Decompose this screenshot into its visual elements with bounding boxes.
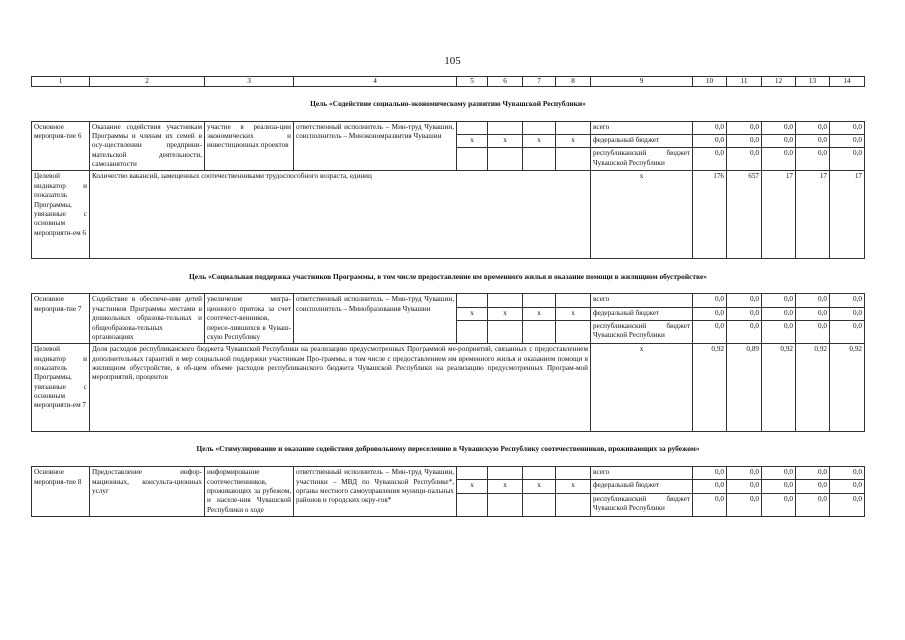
x-mark: x bbox=[488, 134, 523, 147]
value-cell: 0,0 bbox=[762, 148, 796, 171]
value-cell: 0,0 bbox=[762, 480, 796, 493]
measure-name: Предоставление инфор-мационных, консульта-ционных услуг bbox=[90, 467, 205, 517]
funding-source: республиканский бюджет Чувашской Республики bbox=[591, 493, 693, 516]
goal-row bbox=[32, 259, 865, 294]
column-number: 2 bbox=[90, 77, 205, 87]
indicator-value: 657 bbox=[727, 171, 762, 259]
indicator-value: 0,92 bbox=[830, 344, 865, 432]
column-numbers-row bbox=[32, 77, 865, 87]
measure-row bbox=[32, 467, 865, 480]
value-cell: 0,0 bbox=[830, 480, 865, 493]
measure-label: Основное мероприя-тие 6 bbox=[32, 121, 90, 171]
goal-row bbox=[32, 86, 865, 121]
value-cell: 0,0 bbox=[796, 307, 830, 320]
value-cell: 0,0 bbox=[762, 493, 796, 516]
value-cell: 0,0 bbox=[693, 467, 727, 480]
column-number: 4 bbox=[294, 77, 457, 87]
measure-label: Основное мероприя-тие 8 bbox=[32, 467, 90, 517]
value-cell: 0,0 bbox=[830, 320, 865, 343]
x-mark: x bbox=[488, 307, 523, 320]
column-number: 5 bbox=[457, 77, 488, 87]
column-number: 1 bbox=[32, 77, 90, 87]
column-number: 9 bbox=[591, 77, 693, 87]
goal-heading: Цель «Стимулирование и оказание содействия добровольному переселению в Чувашскую Республику соотечественников, проживающих за рубежом» bbox=[32, 432, 865, 467]
indicator-value: 0,89 bbox=[727, 344, 762, 432]
measure-row bbox=[32, 294, 865, 307]
indicator-value: 17 bbox=[762, 171, 796, 259]
funding-source: республиканский бюджет Чувашской Республики bbox=[591, 320, 693, 343]
measure-executor: ответственный исполнитель – Мин-труд Чувашии, соисполнитель – Минобразования Чувашии bbox=[294, 294, 457, 344]
value-cell: 0,0 bbox=[762, 320, 796, 343]
indicator-row bbox=[32, 171, 865, 259]
x-mark: x bbox=[556, 134, 591, 147]
goal-row bbox=[32, 432, 865, 467]
value-cell: 0,0 bbox=[762, 294, 796, 307]
indicator-value: 0,92 bbox=[693, 344, 727, 432]
x-mark: x bbox=[457, 134, 488, 147]
value-cell: 0,0 bbox=[796, 493, 830, 516]
value-cell: 0,0 bbox=[693, 121, 727, 134]
value-cell: 0,0 bbox=[727, 294, 762, 307]
value-cell: 0,0 bbox=[796, 148, 830, 171]
value-cell: 0,0 bbox=[693, 320, 727, 343]
value-cell: 0,0 bbox=[727, 467, 762, 480]
x-mark: x bbox=[591, 344, 693, 432]
indicator-value: 0,92 bbox=[796, 344, 830, 432]
value-cell: 0,0 bbox=[693, 134, 727, 147]
goal-heading: Цель «Социальная поддержка участников Программы, в том числе предоставление им временного жилья и оказание помощи в жилищном обустройстве» bbox=[32, 259, 865, 294]
measure-executor: ответственный исполнитель – Мин-труд Чувашии, соисполнитель – Минэкономразвития Чувашии bbox=[294, 121, 457, 171]
measure-result: участие в реализа-ции экономических и инвестиционных проектов bbox=[205, 121, 294, 171]
value-cell: 0,0 bbox=[727, 307, 762, 320]
value-cell: 0,0 bbox=[796, 480, 830, 493]
value-cell: 0,0 bbox=[762, 134, 796, 147]
x-mark: x bbox=[457, 307, 488, 320]
value-cell: 0,0 bbox=[830, 467, 865, 480]
measure-name: Содействие в обеспече-нии детей участников Программы местами в дошкольных образова-тельных и общеобразова-тельных организациях bbox=[90, 294, 205, 344]
value-cell: 0,0 bbox=[693, 148, 727, 171]
value-cell: 0,0 bbox=[796, 121, 830, 134]
program-table bbox=[31, 76, 865, 517]
value-cell: 0,0 bbox=[830, 307, 865, 320]
measure-label: Основное мероприя-тие 7 bbox=[32, 294, 90, 344]
value-cell: 0,0 bbox=[830, 493, 865, 516]
column-number: 11 bbox=[727, 77, 762, 87]
value-cell: 0,0 bbox=[830, 121, 865, 134]
value-cell: 0,0 bbox=[727, 493, 762, 516]
x-mark: x bbox=[523, 480, 556, 493]
x-mark: x bbox=[488, 480, 523, 493]
x-mark: x bbox=[556, 307, 591, 320]
x-mark: x bbox=[457, 480, 488, 493]
value-cell: 0,0 bbox=[796, 134, 830, 147]
indicator-text: Количество вакансий, замещенных соотечественниками трудоспособного возраста, единиц bbox=[90, 171, 591, 259]
page-number: 105 bbox=[444, 55, 461, 67]
value-cell: 0,0 bbox=[830, 134, 865, 147]
funding-source: всего bbox=[591, 121, 693, 134]
column-number: 6 bbox=[488, 77, 523, 87]
indicator-value: 176 bbox=[693, 171, 727, 259]
value-cell: 0,0 bbox=[727, 148, 762, 171]
funding-source: республиканский бюджет Чувашской Республики bbox=[591, 148, 693, 171]
measure-result: увеличение мигра-ционного притока за счет соотечест-венников, пересе-лившихся в Чуваш-скую Республику bbox=[205, 294, 294, 344]
goal-heading: Цель «Содействие социально-экономическому развитию Чувашской Республики» bbox=[32, 86, 865, 121]
funding-source: всего bbox=[591, 294, 693, 307]
funding-source: федеральный бюджет bbox=[591, 480, 693, 493]
indicator-label: Целевой индикатор и показатель Программы, увязанные с основным мероприяти-ем 7 bbox=[32, 344, 90, 432]
value-cell: 0,0 bbox=[830, 148, 865, 171]
column-number: 10 bbox=[693, 77, 727, 87]
column-number: 12 bbox=[762, 77, 796, 87]
value-cell: 0,0 bbox=[727, 480, 762, 493]
x-mark: x bbox=[523, 307, 556, 320]
value-cell: 0,0 bbox=[796, 320, 830, 343]
x-mark: x bbox=[556, 480, 591, 493]
indicator-value: 17 bbox=[830, 171, 865, 259]
column-number: 8 bbox=[556, 77, 591, 87]
column-number: 7 bbox=[523, 77, 556, 87]
x-mark: x bbox=[523, 134, 556, 147]
indicator-row bbox=[32, 344, 865, 432]
measure-name: Оказание содействия участникам Программы и членам их семей в осу-ществлении предприни-мательской деятельности, самозанятости bbox=[90, 121, 205, 171]
value-cell: 0,0 bbox=[830, 294, 865, 307]
measure-result: информирование соотечественников, проживающих за рубежом, и населе-ния Чувашской Республики о ходе bbox=[205, 467, 294, 517]
value-cell: 0,0 bbox=[693, 307, 727, 320]
column-number: 3 bbox=[205, 77, 294, 87]
indicator-value: 0,92 bbox=[762, 344, 796, 432]
indicator-value: 17 bbox=[796, 171, 830, 259]
value-cell: 0,0 bbox=[693, 480, 727, 493]
value-cell: 0,0 bbox=[693, 493, 727, 516]
value-cell: 0,0 bbox=[762, 121, 796, 134]
funding-source: федеральный бюджет bbox=[591, 307, 693, 320]
indicator-label: Целевой индикатор и показатель Программы, увязанные с основным мероприяти-ем 6 bbox=[32, 171, 90, 259]
value-cell: 0,0 bbox=[762, 307, 796, 320]
column-number: 14 bbox=[830, 77, 865, 87]
value-cell: 0,0 bbox=[727, 121, 762, 134]
value-cell: 0,0 bbox=[796, 294, 830, 307]
x-mark: x bbox=[591, 171, 693, 259]
funding-source: всего bbox=[591, 467, 693, 480]
indicator-text: Доля расходов республиканского бюджета Чувашской Республики на реализацию предусмотренных Программой ме-роприятий, связанных с предоставлением дополнительных гарантий и мер социальной поддержки участникам Про-граммы, в том числе с предоставлением им временного жилья и оказанием помощи в жилищном обустройстве, в об-щем объеме расходов республиканского бюджета Чувашской Республики на реализацию предусмотренных Програм-мой мероприятий, процентов bbox=[90, 344, 591, 432]
value-cell: 0,0 bbox=[693, 294, 727, 307]
measure-row bbox=[32, 121, 865, 134]
value-cell: 0,0 bbox=[762, 467, 796, 480]
funding-source: федеральный бюджет bbox=[591, 134, 693, 147]
measure-executor: ответственный исполнитель – Мин-труд Чувашии, участники – МВД по Чувашской Республике*, органы местного самоуправления муници-пальных районов и городских окру-гов* bbox=[294, 467, 457, 517]
value-cell: 0,0 bbox=[727, 134, 762, 147]
value-cell: 0,0 bbox=[727, 320, 762, 343]
column-number: 13 bbox=[796, 77, 830, 87]
value-cell: 0,0 bbox=[796, 467, 830, 480]
